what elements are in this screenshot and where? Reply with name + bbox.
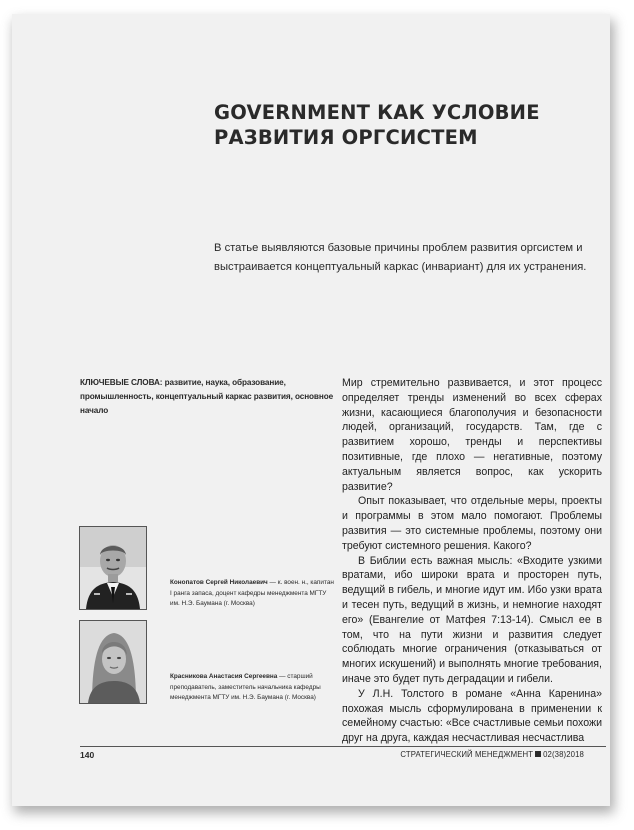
document-page xyxy=(12,14,610,806)
body-paragraph: У Л.Н. Толстого в романе «Анна Каренина» похожая мысль сформулирована в применении к семейному счастью: «Все счастливые семьи похожи друг на друга, каждая несчастливая несчастлива xyxy=(342,687,602,745)
journal-name: СТРАТЕГИЧЕСКИЙ МЕНЕДЖМЕНТ xyxy=(400,750,534,759)
journal-issue: 02(38)2018 xyxy=(543,750,584,759)
page-number: 140 xyxy=(80,750,95,760)
author-name: Конопатов Сергей Николаевич xyxy=(170,579,268,586)
author-portrait-male-image xyxy=(80,527,146,609)
author-bio xyxy=(170,578,334,610)
author-portrait-female-image xyxy=(80,621,146,703)
journal-footer xyxy=(400,750,584,759)
author-details: — старший преподаватель, заместитель начальника кафедры менеджмента МГТУ им. Н.Э. Баумана (г. Москва) xyxy=(170,673,321,702)
square-separator-icon xyxy=(535,751,541,757)
body-paragraph: Мир стремительно развивается, и этот процесс определяет тренды изменений во всех сферах жизни, касающиеся благополучия и безопасности людей, организаций, государств. Там, где с развитием хорошо, тренды и перспективы позитивные, где плохо — негативные, поэтому актуальным является вопрос, как ускорить развитие? xyxy=(342,377,602,493)
author-photo-female xyxy=(79,620,147,704)
article-abstract: В статье выявляются базовые причины проблем развития оргсистем и выстраивается концептуальный каркас (инвариант) для их устранения. xyxy=(214,242,587,273)
article-body xyxy=(342,376,602,746)
footer-divider xyxy=(80,746,606,747)
author-name: Красникова Анастасия Сергеевна xyxy=(170,673,278,680)
author-photo-male xyxy=(79,526,147,610)
article-title: GOVERNMENT КАК УСЛОВИЕ РАЗВИТИЯ ОРГСИСТЕМ xyxy=(214,101,540,149)
author-details: — к. воен. н., капитан I ранга запаса, доцент кафедры менеджмента МГТУ им. Н.Э. Баумана (г. Москва) xyxy=(170,579,334,608)
body-paragraph: В Библии есть важная мысль: «Входите узкими вратами, ибо широки врата и просторен путь, ведущий в гибель, и многие идут им. Ибо узки врата и тесен путь, ведущий в жизнь, и немногие находят его» (Евангелие от Матфея 7:13-14). Смысл ее в том, что на пути жизни и развития следует соблюдать многие ограничения (отказываться от многих искушений) и выполнять многие требования, иначе это будет путь деградации и гибели. xyxy=(342,554,602,685)
body-paragraph: Опыт показывает, что отдельные меры, проекты и программы в этом мало помогают. Проблемы развития — это системные проблемы, поэтому они требуют системного решения. Какого? xyxy=(342,495,602,552)
author-bio xyxy=(170,672,334,704)
article-keywords: КЛЮЧЕВЫЕ СЛОВА: развитие, наука, образование, промышленность, концептуальный каркас развития, основное начало xyxy=(80,378,334,415)
